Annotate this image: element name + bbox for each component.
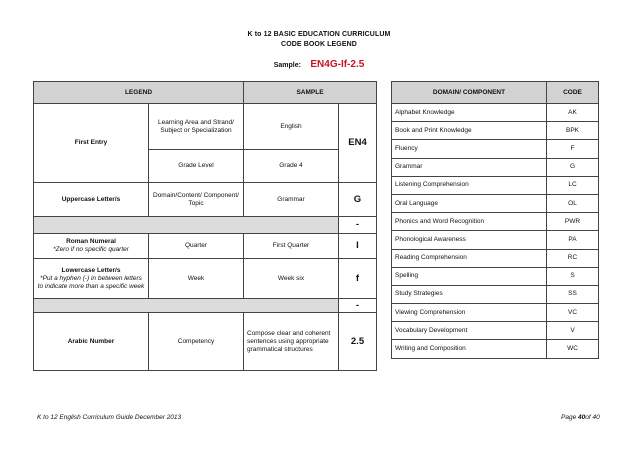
area-label: Learning Area and Strand/ Subject or Specialization [149, 104, 244, 150]
arabic-number-label: Arabic Number [34, 313, 149, 371]
week-code: f [339, 259, 377, 299]
domain-row [392, 176, 599, 194]
legend-header: LEGEND [34, 82, 244, 104]
domain-name: Alphabet Knowledge [392, 104, 547, 122]
domain-code: RC [547, 249, 599, 267]
domain-name: Spelling [392, 267, 547, 285]
roman-label: Roman Numeral [66, 238, 116, 245]
domain-code: S [547, 267, 599, 285]
domain-name: Writing and Composition [392, 340, 547, 358]
domain-row [392, 267, 599, 285]
page-current: 40 [578, 414, 586, 421]
domain-column-header: DOMAIN/ COMPONENT [392, 82, 547, 104]
footer-guide-title: K to 12 English Curriculum Guide December 2013 [37, 414, 182, 421]
domain-code: F [547, 140, 599, 158]
competency-code: 2.5 [339, 313, 377, 371]
domain-code: LC [547, 176, 599, 194]
domain-code: SS [547, 285, 599, 303]
domain-row [392, 249, 599, 267]
domain-name: Phonics and Word Recognition [392, 213, 547, 231]
domain-row [392, 158, 599, 176]
domain-row [392, 285, 599, 303]
competency-label: Competency [149, 313, 244, 371]
domain-row [392, 104, 599, 122]
domain-code: OL [547, 194, 599, 212]
domain-rows [392, 104, 599, 359]
lowercase-note: *Put a hyphen (-) in between letters to indicate more than a specific week [37, 274, 145, 290]
domain-row [392, 213, 599, 231]
sample-label: Sample: [273, 62, 301, 69]
domain-code: WC [547, 340, 599, 358]
quarter-value: First Quarter [244, 234, 339, 259]
hyphen-2: - [339, 299, 377, 313]
hyphen-1: - [339, 217, 377, 234]
domain-row [392, 140, 599, 158]
domain-row [392, 231, 599, 249]
domain-code: G [339, 183, 377, 217]
uppercase-label: Uppercase Letter/s [34, 183, 149, 217]
domain-name: Oral Language [392, 194, 547, 212]
domain-code: PWR [547, 213, 599, 231]
domain-code: VC [547, 304, 599, 322]
first-entry-code: EN4 [339, 104, 377, 183]
code-column-header: CODE [547, 82, 599, 104]
week-value: Week six [244, 259, 339, 299]
grade-value: Grade 4 [244, 150, 339, 183]
domain-table [391, 81, 599, 359]
domain-code: BPK [547, 122, 599, 140]
domain-code: PA [547, 231, 599, 249]
domain-code: V [547, 322, 599, 340]
grade-label: Grade Level [149, 150, 244, 183]
domain-name: Listening Comprehension [392, 176, 547, 194]
domain-name: Grammar [392, 158, 547, 176]
domain-row [392, 340, 599, 358]
first-entry-label: First Entry [34, 104, 149, 183]
area-value: English [244, 104, 339, 150]
domain-name: Vocabulary Development [392, 322, 547, 340]
page-prefix: Page [561, 414, 577, 421]
week-label: Week [149, 259, 244, 299]
document-subtitle: CODE BOOK LEGEND [281, 41, 357, 48]
roman-numeral-label [34, 234, 149, 259]
domain-name: Reading Comprehension [392, 249, 547, 267]
domain-row [392, 194, 599, 212]
domain-row [392, 122, 599, 140]
domain-name: Phonological Awareness [392, 231, 547, 249]
legend-table [33, 81, 377, 371]
quarter-code: I [339, 234, 377, 259]
domain-name: Study Strategies [392, 285, 547, 303]
domain-value: Grammar [244, 183, 339, 217]
domain-name: Book and Print Knowledge [392, 122, 547, 140]
separator-row [34, 217, 339, 234]
lowercase-label: Lowercase Letter/s [61, 266, 121, 274]
domain-name: Viewing Comprehension [392, 304, 547, 322]
domain-name: Fluency [392, 140, 547, 158]
sample-header: SAMPLE [244, 82, 377, 104]
domain-row [392, 322, 599, 340]
document-title: K to 12 BASIC EDUCATION CURRICULUM [247, 31, 391, 38]
domain-code: AK [547, 104, 599, 122]
domain-code: G [547, 158, 599, 176]
sample-code: EN4G-If-2.5 [310, 59, 365, 70]
competency-value: Compose clear and coherent sentences using appropriate grammatical structures [244, 313, 339, 371]
page-total: of 40 [585, 414, 600, 421]
sample-line [0, 54, 638, 72]
domain-label: Domain/Content/ Component/ Topic [149, 183, 244, 217]
footer-page-number [561, 414, 600, 421]
lowercase-letter-label [34, 259, 149, 299]
quarter-label: Quarter [149, 234, 244, 259]
roman-note: *Zero if no specific quarter [53, 246, 129, 253]
domain-row [392, 304, 599, 322]
separator-row [34, 299, 339, 313]
